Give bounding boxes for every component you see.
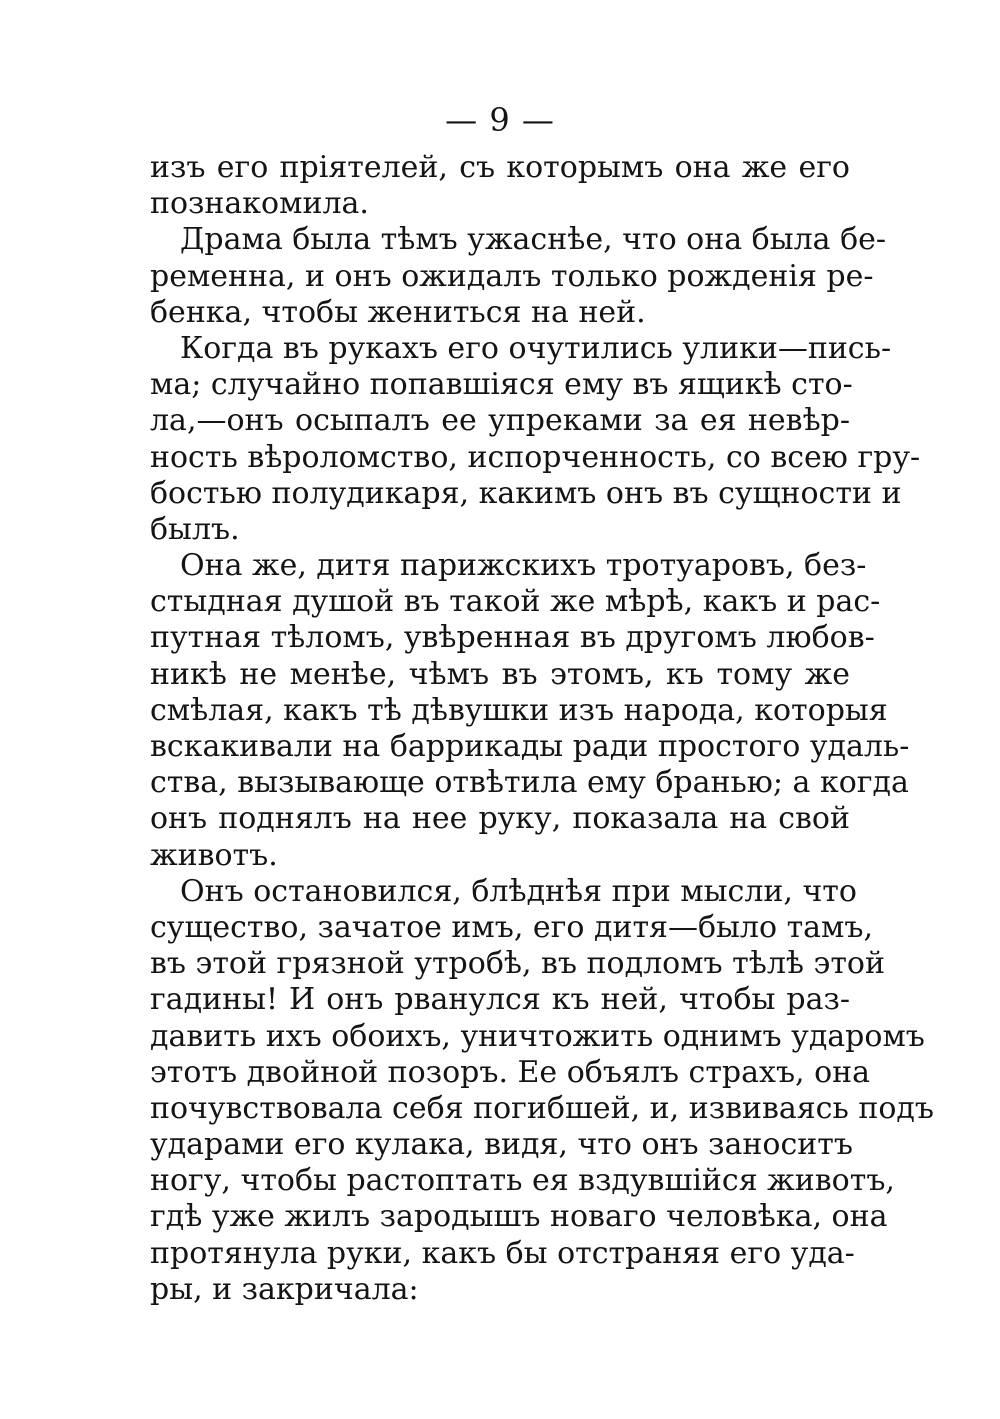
text-line: въ этой грязной утробѣ, въ подломъ тѣлѣ этой [150, 946, 885, 982]
text-line: Когда въ рукахъ его очутились улики—пись- [180, 330, 892, 366]
text-line: ла,—онъ осыпалъ ее упреками за ея невѣр- [150, 403, 850, 439]
text-line: бенка, чтобы жениться на ней. [150, 294, 646, 330]
text-line: давить ихъ обоихъ, уничтожить однимъ ударомъ [150, 1018, 925, 1054]
text-line: гадины! И онъ рванулся къ ней, чтобы раз- [150, 982, 850, 1018]
paragraph [150, 150, 850, 222]
text-line: почувствовала себя погибшей, и, извиваясь подъ [150, 1090, 934, 1126]
text-line: ногу, чтобы растоптать ея вздувшійся животъ, [150, 1163, 895, 1199]
page-number: — 9 — [445, 101, 555, 139]
text-line: протянула руки, какъ бы отстраняя его уда- [150, 1235, 855, 1271]
text-line: познакомила. [150, 186, 369, 222]
text-line: никѣ не менѣе, чѣмъ въ этомъ, къ тому же [150, 656, 850, 692]
text-line: гдѣ уже жилъ зародышъ новаго человѣка, она [150, 1199, 888, 1235]
paragraph [150, 548, 910, 874]
text-line: бостью полудикаря, какимъ онъ въ сущности и [150, 475, 902, 511]
text-line: изъ его пріятелей, съ которымъ она же его [150, 150, 850, 185]
body-text [150, 150, 934, 1308]
text-line: ударами его кулака, видя, что онъ заноситъ [150, 1127, 853, 1163]
paragraph [150, 222, 887, 331]
text-line: ства, вызывающе отвѣтила ему бранью; а когда [150, 765, 909, 801]
text-line: ры, и закричала: [150, 1271, 419, 1307]
paragraph [150, 873, 934, 1308]
text-line: былъ. [150, 511, 240, 547]
text-line: ность вѣроломство, испорченность, со всею гру- [150, 439, 921, 475]
text-line: ма; случайно попавшіяся ему въ ящикѣ сто- [150, 367, 853, 403]
text-line: стыдная душой въ такой же мѣрѣ, какъ и рас- [150, 584, 881, 620]
paragraph [150, 330, 921, 548]
text-line: Драма была тѣмъ ужаснѣе, что она была бе- [180, 222, 887, 258]
text-line: Она же, дитя парижскихъ тротуаровъ, без- [180, 548, 867, 584]
text-line: онъ поднялъ на нее руку, показала на свой [150, 801, 850, 837]
text-line: существо, зачатое имъ, его дитя—было тамъ, [150, 909, 874, 945]
text-line: ременна, и онъ ожидалъ только рожденія ре- [150, 258, 874, 294]
text-line: вскакивали на баррикады ради простого удаль- [150, 729, 910, 764]
text-line: животъ. [150, 837, 278, 873]
text-line: этотъ двойной позоръ. Ее объялъ страхъ, она [150, 1054, 871, 1090]
text-line: смѣлая, какъ тѣ дѣвушки изъ народа, которыя [150, 692, 888, 728]
text-line: Онъ остановился, блѣднѣя при мысли, что [180, 873, 857, 909]
text-line: путная тѣломъ, увѣренная въ другомъ любов- [150, 620, 875, 656]
